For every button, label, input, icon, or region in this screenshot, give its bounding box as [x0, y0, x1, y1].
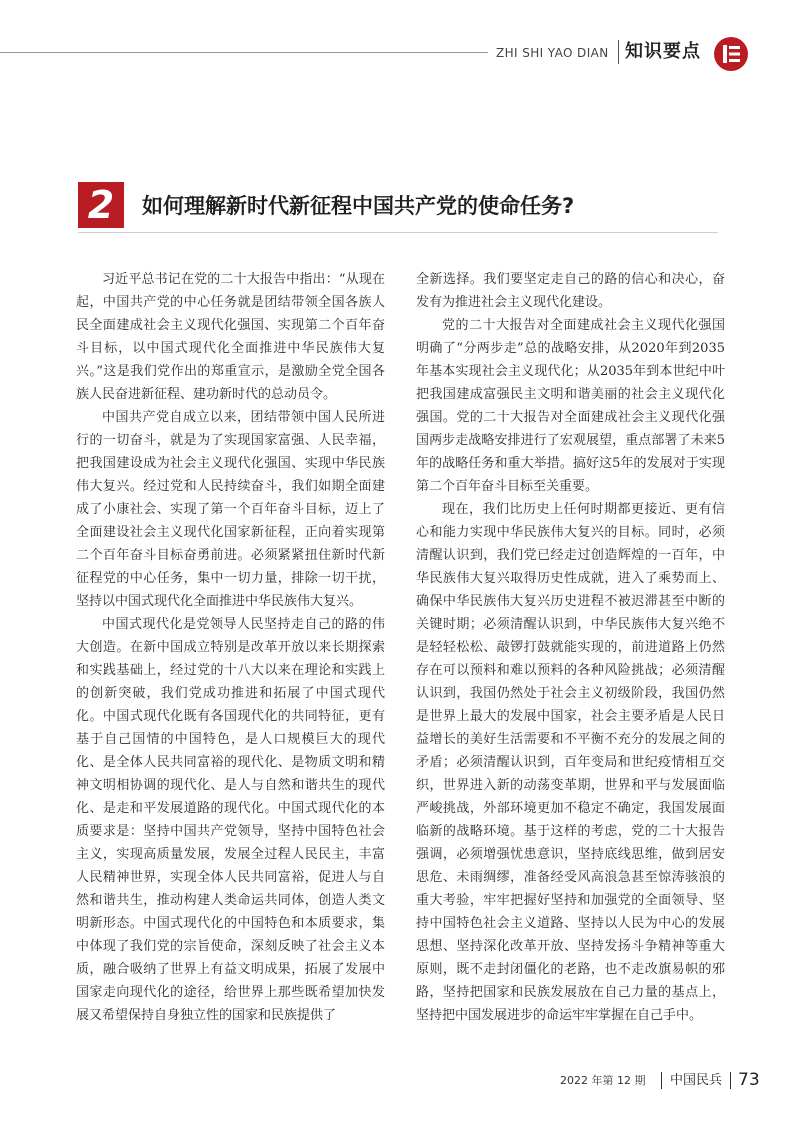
title-divider — [78, 232, 718, 233]
left-column — [76, 268, 385, 1027]
paragraph-continuation: 全新选择。我们要坚定走自己的路的信心和决心，奋发有为推进社会主义现代化建设。 — [416, 272, 725, 310]
paragraph: 中国共产党自成立以来，团结带领中国人民所进行的一切奋斗，就是为了实现国家富强、人民幸福，把我国建设成为社会主义现代化强国、实现中华民族伟大复兴。经过党和人民持续奋斗，我们如期全面建成了小康社会、实现了第一个百年奋斗目标，迈上了全面建设社会主义现代化国家新征程，正向着实现第二个百年奋斗目标奋勇前进。必须紧紧扭住新时代新征程党的中心任务，集中一切力量，排除一切干扰，坚持以中国式现代化全面推进中华民族伟大复兴。 — [76, 410, 385, 609]
paragraph: 党的二十大报告对全面建成社会主义现代化强国明确了“分两步走”总的战略安排，从2020年到2035年基本实现社会主义现代化；从2035年到本世纪中叶把我国建成富强民主文明和谐美丽的社会主义现代化强国。党的二十大报告对全面建成社会主义现代化强国两步走战略安排进行了宏观展望，重点部署了未来5年的战略任务和重大举措。搞好这5年的发展对于实现第二个百年奋斗目标至关重要。 — [416, 318, 725, 494]
right-column — [416, 268, 725, 1027]
section-title: 如何理解新时代新征程中国共产党的使命任务? — [142, 194, 575, 218]
footer-divider — [661, 1072, 662, 1089]
paragraph: 中国式现代化是党领导人民坚持走自己的路的伟大创造。在新中国成立特别是改革开放以来长期探索和实践基础上，经过党的十八大以来在理论和实践上的创新突破，我们党成功推进和拓展了中国式现代化。中国式现代化既有各国现代化的共同特征，更有基于自己国情的中国特色，是人口规模巨大的现代化、是全体人民共同富裕的现代化、是物质文明和精神文明相协调的现代化、是人与自然和谐共生的现代化、是走和平发展道路的现代化。中国式现代化的本质要求是：坚持中国共产党领导，坚持中国特色社会主义，实现高质量发展，发展全过程人民民主，丰富人民精神世界，实现全体人民共同富裕，促进人与自然和谐共生，推动构建人类命运共同体，创造人类文明新形态。中国式现代化的中国特色和本质要求，集中体现了我们党的宗旨使命，深刻反映了社会主义本质，融合吸纳了世界上有益文明成果，拓展了发展中国家走向现代化的途径，给世界上那些既希望加快发展又希望保持自身独立性的国家和民族提供了 — [76, 617, 385, 1023]
header-rule — [0, 52, 488, 53]
paragraph: 现在，我们比历史上任何时期都更接近、更有信心和能力实现中华民族伟大复兴的目标。同时，必须清醒认识到，我们党已经走过创造辉煌的一百年，中华民族伟大复兴取得历史性成就，进入了乘势而上、确保中华民族伟大复兴历史进程不被迟滞甚至中断的关键时期；必须清醒认识到，中华民族伟大复兴绝不是轻轻松松、敲锣打鼓就能实现的，前进道路上仍然存在可以预料和难以预料的各种风险挑战；必须清醒认识到，我国仍然处于社会主义初级阶段，我国仍然是世界上最大的发展中国家，社会主要矛盾是人民日益增长的美好生活需要和不平衡不充分的发展之间的矛盾；必须清醒认识到，百年变局和世纪疫情相互交织，世界进入新的动荡变革期，世界和平与发展面临严峻挑战，外部环境更加不稳定不确定，我国发展面临新的战略环境。基于这样的考虑，党的二十大报告强调，必须增强忧患意识，坚持底线思维，做到居安思危、未雨绸缪，准备经受风高浪急甚至惊涛骇浪的重大考验，牢牢把握好坚持和加强党的全面领导、坚持中国特色社会主义道路、坚持以人民为中心的发展思想、坚持深化改革开放、坚持发扬斗争精神等重大原则，既不走封闭僵化的老路，也不走改旗易帜的邪路，坚持把国家和民族发展放在自己力量的基点上，坚持把中国发展进步的命运牢牢掌握在自己手中。 — [416, 502, 725, 1023]
footer-issue: 2022 年第 12 期 — [560, 1074, 646, 1087]
section-number: 2 — [87, 183, 115, 227]
footer-magazine: 中国民兵 — [670, 1073, 723, 1088]
header-pinyin: ZHI SHI YAO DIAN — [496, 46, 609, 60]
book-logo-icon — [714, 37, 748, 71]
footer-divider — [730, 1072, 731, 1089]
header-divider — [618, 40, 619, 64]
paragraph: 习近平总书记在党的二十大报告中指出：“从现在起，中国共产党的中心任务就是团结带领全国各族人民全面建成社会主义现代化强国、实现第二个百年奋斗目标，以中国式现代化全面推进中华民族伟大复兴。”这是我们党作出的郑重宣示，是激励全党全国各族人民奋进新征程、建功新时代的总动员令。 — [76, 272, 385, 402]
header-column-title: 知识要点 — [625, 41, 701, 62]
page-number: 73 — [738, 1070, 760, 1090]
